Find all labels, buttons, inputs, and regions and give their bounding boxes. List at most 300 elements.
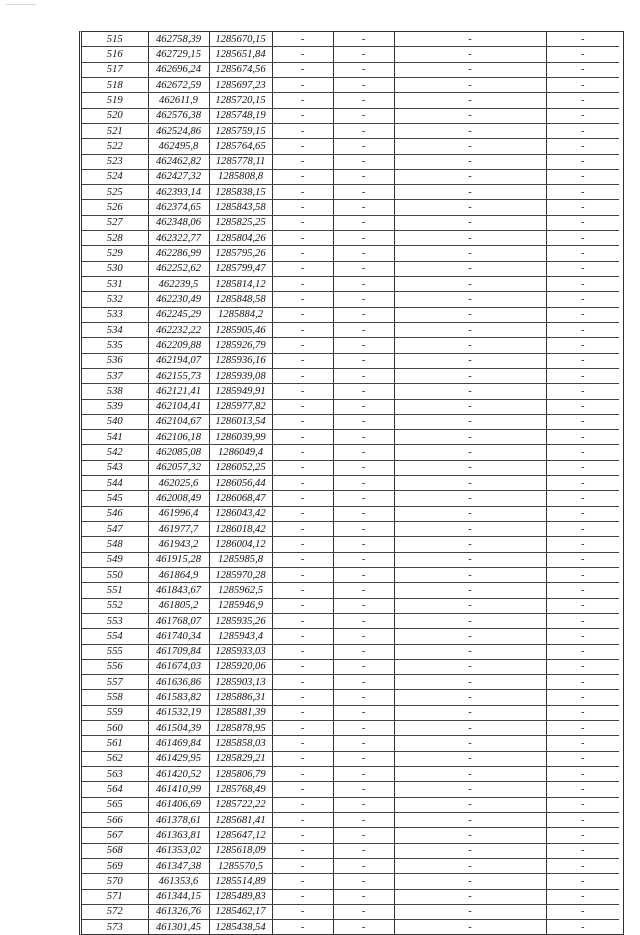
x-coordinate-cell: 462104,41: [148, 399, 209, 414]
column-4-cell: -: [272, 583, 333, 598]
column-5-cell: -: [333, 307, 394, 322]
column-6-cell: -: [394, 185, 546, 200]
column-6-cell: -: [394, 522, 546, 537]
column-6-cell: -: [394, 338, 546, 353]
column-7-cell: -: [546, 782, 619, 797]
x-coordinate-cell: 462576,38: [148, 108, 209, 123]
column-7-cell: -: [546, 32, 619, 47]
point-number-cell: 549: [82, 552, 148, 567]
column-4-cell: -: [272, 843, 333, 858]
column-5-cell: -: [333, 47, 394, 62]
column-5-cell: -: [333, 62, 394, 77]
column-6-cell: -: [394, 77, 546, 92]
table-row: [82, 200, 619, 215]
x-coordinate-cell: 461996,4: [148, 506, 209, 521]
column-6-cell: -: [394, 154, 546, 169]
table-row: [82, 169, 619, 184]
column-7-cell: -: [546, 904, 619, 919]
y-coordinate-cell: 1285935,26: [209, 613, 272, 628]
column-7-cell: -: [546, 368, 619, 383]
y-coordinate-cell: 1285514,89: [209, 874, 272, 889]
x-coordinate-cell: 462232,22: [148, 322, 209, 337]
column-6-cell: -: [394, 93, 546, 108]
column-4-cell: -: [272, 185, 333, 200]
point-number-cell: 572: [82, 904, 148, 919]
column-6-cell: -: [394, 705, 546, 720]
table-row: [82, 705, 619, 720]
column-4-cell: -: [272, 169, 333, 184]
column-6-cell: -: [394, 721, 546, 736]
x-coordinate-cell: 462495,8: [148, 139, 209, 154]
column-6-cell: -: [394, 904, 546, 919]
column-6-cell: -: [394, 139, 546, 154]
table-row: [82, 353, 619, 368]
column-5-cell: -: [333, 338, 394, 353]
table-row: [82, 32, 619, 47]
column-7-cell: -: [546, 552, 619, 567]
x-coordinate-cell: 461429,95: [148, 751, 209, 766]
table-row: [82, 567, 619, 582]
table-row: [82, 583, 619, 598]
y-coordinate-cell: 1285759,15: [209, 123, 272, 138]
x-coordinate-cell: 461344,15: [148, 889, 209, 904]
column-5-cell: -: [333, 506, 394, 521]
column-7-cell: -: [546, 292, 619, 307]
point-number-cell: 539: [82, 399, 148, 414]
table-row: [82, 476, 619, 491]
column-4-cell: -: [272, 721, 333, 736]
table-row: [82, 77, 619, 92]
point-number-cell: 557: [82, 675, 148, 690]
column-5-cell: -: [333, 322, 394, 337]
column-6-cell: -: [394, 629, 546, 644]
point-number-cell: 546: [82, 506, 148, 521]
column-5-cell: -: [333, 858, 394, 873]
column-4-cell: -: [272, 874, 333, 889]
column-5-cell: -: [333, 460, 394, 475]
column-4-cell: -: [272, 368, 333, 383]
y-coordinate-cell: 1285799,47: [209, 261, 272, 276]
column-6-cell: -: [394, 782, 546, 797]
table-row: [82, 644, 619, 659]
y-coordinate-cell: 1285970,28: [209, 567, 272, 582]
column-5-cell: -: [333, 644, 394, 659]
y-coordinate-cell: 1286056,44: [209, 476, 272, 491]
y-coordinate-cell: 1285438,54: [209, 920, 272, 935]
column-4-cell: -: [272, 231, 333, 246]
table-row: [82, 782, 619, 797]
column-7-cell: -: [546, 598, 619, 613]
column-4-cell: -: [272, 139, 333, 154]
column-6-cell: -: [394, 445, 546, 460]
column-6-cell: -: [394, 644, 546, 659]
point-number-cell: 538: [82, 384, 148, 399]
column-7-cell: -: [546, 675, 619, 690]
column-5-cell: -: [333, 445, 394, 460]
column-7-cell: -: [546, 476, 619, 491]
x-coordinate-cell: 462348,06: [148, 215, 209, 230]
column-5-cell: -: [333, 154, 394, 169]
y-coordinate-cell: 1285977,82: [209, 399, 272, 414]
column-7-cell: -: [546, 644, 619, 659]
y-coordinate-cell: 1286013,54: [209, 414, 272, 429]
column-6-cell: -: [394, 460, 546, 475]
column-6-cell: -: [394, 537, 546, 552]
column-6-cell: -: [394, 62, 546, 77]
point-number-cell: 536: [82, 353, 148, 368]
point-number-cell: 556: [82, 659, 148, 674]
x-coordinate-cell: 462085,08: [148, 445, 209, 460]
x-coordinate-cell: 462245,29: [148, 307, 209, 322]
x-coordinate-cell: 461353,02: [148, 843, 209, 858]
column-4-cell: -: [272, 705, 333, 720]
x-coordinate-cell: 461378,61: [148, 812, 209, 827]
coordinate-table: [82, 32, 619, 934]
y-coordinate-cell: 1285903,13: [209, 675, 272, 690]
column-6-cell: -: [394, 368, 546, 383]
column-6-cell: -: [394, 307, 546, 322]
y-coordinate-cell: 1285886,31: [209, 690, 272, 705]
y-coordinate-cell: 1285962,5: [209, 583, 272, 598]
column-7-cell: -: [546, 399, 619, 414]
point-number-cell: 567: [82, 828, 148, 843]
point-number-cell: 555: [82, 644, 148, 659]
y-coordinate-cell: 1285985,8: [209, 552, 272, 567]
x-coordinate-cell: 462155,73: [148, 368, 209, 383]
table-row: [82, 384, 619, 399]
table-row: [82, 675, 619, 690]
column-6-cell: -: [394, 874, 546, 889]
column-4-cell: -: [272, 767, 333, 782]
table-row: [82, 123, 619, 138]
x-coordinate-cell: 461406,69: [148, 797, 209, 812]
column-4-cell: -: [272, 215, 333, 230]
column-5-cell: -: [333, 690, 394, 705]
column-4-cell: -: [272, 292, 333, 307]
y-coordinate-cell: 1285720,15: [209, 93, 272, 108]
coordinate-table-frame: [79, 31, 624, 935]
x-coordinate-cell: 462209,88: [148, 338, 209, 353]
point-number-cell: 541: [82, 430, 148, 445]
column-5-cell: -: [333, 659, 394, 674]
column-4-cell: -: [272, 598, 333, 613]
x-coordinate-cell: 461740,34: [148, 629, 209, 644]
column-7-cell: -: [546, 751, 619, 766]
column-6-cell: -: [394, 613, 546, 628]
column-4-cell: -: [272, 629, 333, 644]
table-row: [82, 460, 619, 475]
point-number-cell: 570: [82, 874, 148, 889]
table-row: [82, 445, 619, 460]
point-number-cell: 568: [82, 843, 148, 858]
y-coordinate-cell: 1285778,11: [209, 154, 272, 169]
y-coordinate-cell: 1285843,58: [209, 200, 272, 215]
column-4-cell: -: [272, 154, 333, 169]
point-number-cell: 516: [82, 47, 148, 62]
x-coordinate-cell: 461353,6: [148, 874, 209, 889]
y-coordinate-cell: 1285943,4: [209, 629, 272, 644]
y-coordinate-cell: 1285681,41: [209, 812, 272, 827]
table-row: [82, 108, 619, 123]
column-5-cell: -: [333, 384, 394, 399]
column-7-cell: -: [546, 215, 619, 230]
table-row: [82, 797, 619, 812]
table-row: [82, 629, 619, 644]
table-row: [82, 828, 619, 843]
column-4-cell: -: [272, 77, 333, 92]
table-row: [82, 506, 619, 521]
column-4-cell: -: [272, 690, 333, 705]
column-6-cell: -: [394, 414, 546, 429]
column-4-cell: -: [272, 123, 333, 138]
column-4-cell: -: [272, 644, 333, 659]
column-5-cell: -: [333, 843, 394, 858]
y-coordinate-cell: 1285858,03: [209, 736, 272, 751]
point-number-cell: 550: [82, 567, 148, 582]
point-number-cell: 526: [82, 200, 148, 215]
point-number-cell: 515: [82, 32, 148, 47]
column-5-cell: -: [333, 368, 394, 383]
column-4-cell: -: [272, 904, 333, 919]
column-4-cell: -: [272, 384, 333, 399]
column-5-cell: -: [333, 246, 394, 261]
column-4-cell: -: [272, 552, 333, 567]
point-number-cell: 569: [82, 858, 148, 873]
column-7-cell: -: [546, 384, 619, 399]
column-4-cell: -: [272, 782, 333, 797]
column-4-cell: -: [272, 812, 333, 827]
column-6-cell: -: [394, 675, 546, 690]
column-7-cell: -: [546, 154, 619, 169]
column-5-cell: -: [333, 583, 394, 598]
column-5-cell: -: [333, 430, 394, 445]
column-5-cell: -: [333, 261, 394, 276]
column-6-cell: -: [394, 123, 546, 138]
column-5-cell: -: [333, 613, 394, 628]
y-coordinate-cell: 1285884,2: [209, 307, 272, 322]
x-coordinate-cell: 461532,19: [148, 705, 209, 720]
y-coordinate-cell: 1285926,79: [209, 338, 272, 353]
table-row: [82, 47, 619, 62]
column-7-cell: -: [546, 629, 619, 644]
column-5-cell: -: [333, 185, 394, 200]
x-coordinate-cell: 462611,9: [148, 93, 209, 108]
y-coordinate-cell: 1285920,06: [209, 659, 272, 674]
column-5-cell: -: [333, 399, 394, 414]
column-7-cell: -: [546, 583, 619, 598]
column-7-cell: -: [546, 47, 619, 62]
table-row: [82, 920, 619, 935]
point-number-cell: 540: [82, 414, 148, 429]
column-6-cell: -: [394, 47, 546, 62]
point-number-cell: 548: [82, 537, 148, 552]
x-coordinate-cell: 462286,99: [148, 246, 209, 261]
x-coordinate-cell: 462025,6: [148, 476, 209, 491]
column-7-cell: -: [546, 797, 619, 812]
point-number-cell: 532: [82, 292, 148, 307]
column-6-cell: -: [394, 598, 546, 613]
column-6-cell: -: [394, 858, 546, 873]
column-7-cell: -: [546, 231, 619, 246]
x-coordinate-cell: 462008,49: [148, 491, 209, 506]
table-row: [82, 246, 619, 261]
column-7-cell: -: [546, 62, 619, 77]
x-coordinate-cell: 462230,49: [148, 292, 209, 307]
y-coordinate-cell: 1285848,58: [209, 292, 272, 307]
column-6-cell: -: [394, 583, 546, 598]
column-5-cell: -: [333, 215, 394, 230]
column-5-cell: -: [333, 476, 394, 491]
y-coordinate-cell: 1285697,23: [209, 77, 272, 92]
table-row: [82, 767, 619, 782]
column-7-cell: -: [546, 874, 619, 889]
point-number-cell: 522: [82, 139, 148, 154]
table-row: [82, 307, 619, 322]
column-6-cell: -: [394, 292, 546, 307]
point-number-cell: 529: [82, 246, 148, 261]
point-number-cell: 524: [82, 169, 148, 184]
column-7-cell: -: [546, 460, 619, 475]
column-7-cell: -: [546, 77, 619, 92]
x-coordinate-cell: 461420,52: [148, 767, 209, 782]
column-6-cell: -: [394, 231, 546, 246]
table-row: [82, 154, 619, 169]
column-6-cell: -: [394, 828, 546, 843]
column-5-cell: -: [333, 231, 394, 246]
x-coordinate-cell: 462322,77: [148, 231, 209, 246]
column-4-cell: -: [272, 108, 333, 123]
column-5-cell: -: [333, 567, 394, 582]
column-6-cell: -: [394, 567, 546, 582]
column-4-cell: -: [272, 751, 333, 766]
scan-artifact-line: [6, 4, 36, 5]
point-number-cell: 537: [82, 368, 148, 383]
y-coordinate-cell: 1285806,79: [209, 767, 272, 782]
table-row: [82, 368, 619, 383]
y-coordinate-cell: 1285670,15: [209, 32, 272, 47]
y-coordinate-cell: 1286039,99: [209, 430, 272, 445]
point-number-cell: 554: [82, 629, 148, 644]
point-number-cell: 530: [82, 261, 148, 276]
column-4-cell: -: [272, 920, 333, 935]
column-7-cell: -: [546, 169, 619, 184]
x-coordinate-cell: 462106,18: [148, 430, 209, 445]
column-7-cell: -: [546, 522, 619, 537]
column-4-cell: -: [272, 797, 333, 812]
table-row: [82, 537, 619, 552]
column-7-cell: -: [546, 139, 619, 154]
y-coordinate-cell: 1285829,21: [209, 751, 272, 766]
column-6-cell: -: [394, 108, 546, 123]
column-7-cell: -: [546, 307, 619, 322]
column-7-cell: -: [546, 537, 619, 552]
column-6-cell: -: [394, 659, 546, 674]
column-7-cell: -: [546, 246, 619, 261]
column-4-cell: -: [272, 47, 333, 62]
column-7-cell: -: [546, 506, 619, 521]
column-7-cell: -: [546, 613, 619, 628]
column-5-cell: -: [333, 782, 394, 797]
column-6-cell: -: [394, 246, 546, 261]
column-7-cell: -: [581, 921, 585, 933]
column-4-cell: -: [272, 460, 333, 475]
column-5-cell: -: [333, 200, 394, 215]
column-7-cell: -: [546, 858, 619, 873]
column-5-cell: -: [333, 552, 394, 567]
column-4-cell: -: [272, 277, 333, 292]
x-coordinate-cell: 461709,84: [148, 644, 209, 659]
table-row: [82, 843, 619, 858]
column-7-cell: -: [546, 721, 619, 736]
column-6-cell: -: [394, 690, 546, 705]
column-7-cell: -: [546, 567, 619, 582]
column-6-cell: -: [394, 32, 546, 47]
column-6-cell: -: [394, 491, 546, 506]
y-coordinate-cell: 1285804,26: [209, 231, 272, 246]
column-4-cell: -: [272, 261, 333, 276]
y-coordinate-cell: 1285825,25: [209, 215, 272, 230]
x-coordinate-cell: 461469,84: [148, 736, 209, 751]
x-coordinate-cell: 461326,76: [148, 904, 209, 919]
point-number-cell: 564: [82, 782, 148, 797]
column-6-cell: -: [394, 430, 546, 445]
point-number-cell: 520: [82, 108, 148, 123]
x-coordinate-cell: 462121,41: [148, 384, 209, 399]
y-coordinate-cell: 1285814,12: [209, 277, 272, 292]
column-4-cell: -: [272, 353, 333, 368]
column-5-cell: -: [333, 736, 394, 751]
column-6-cell: -: [394, 399, 546, 414]
y-coordinate-cell: 1285946,9: [209, 598, 272, 613]
column-6-cell: -: [394, 751, 546, 766]
column-7-cell: -: [546, 889, 619, 904]
column-7-cell: -: [546, 430, 619, 445]
column-7-cell: -: [546, 843, 619, 858]
y-coordinate-cell: 1285489,83: [209, 889, 272, 904]
table-row: [82, 522, 619, 537]
y-coordinate-cell: 1285939,08: [209, 368, 272, 383]
column-4-cell: -: [272, 675, 333, 690]
x-coordinate-cell: 461504,39: [148, 721, 209, 736]
y-coordinate-cell: 1285651,84: [209, 47, 272, 62]
point-number-cell: 566: [82, 812, 148, 827]
column-6-cell: -: [394, 736, 546, 751]
column-4-cell: -: [272, 338, 333, 353]
table-row: [82, 812, 619, 827]
x-coordinate-cell: 462672,59: [148, 77, 209, 92]
y-coordinate-cell: 1285768,49: [209, 782, 272, 797]
y-coordinate-cell: 1285808,8: [209, 169, 272, 184]
table-row: [82, 277, 619, 292]
x-coordinate-cell: 462104,67: [148, 414, 209, 429]
point-number-cell: 527: [82, 215, 148, 230]
column-5-cell: -: [333, 705, 394, 720]
y-coordinate-cell: 1285570,5: [209, 858, 272, 873]
table-row: [82, 552, 619, 567]
column-7-cell: -: [546, 93, 619, 108]
table-row: [82, 491, 619, 506]
y-coordinate-cell: 1286043,42: [209, 506, 272, 521]
table-row: [82, 904, 619, 919]
table-row: [82, 338, 619, 353]
column-4-cell: -: [272, 414, 333, 429]
y-coordinate-cell: 1286052,25: [209, 460, 272, 475]
table-row: [82, 261, 619, 276]
point-number-cell: 551: [82, 583, 148, 598]
column-5-cell: -: [333, 767, 394, 782]
column-4-cell: -: [272, 659, 333, 674]
table-row: [82, 414, 619, 429]
